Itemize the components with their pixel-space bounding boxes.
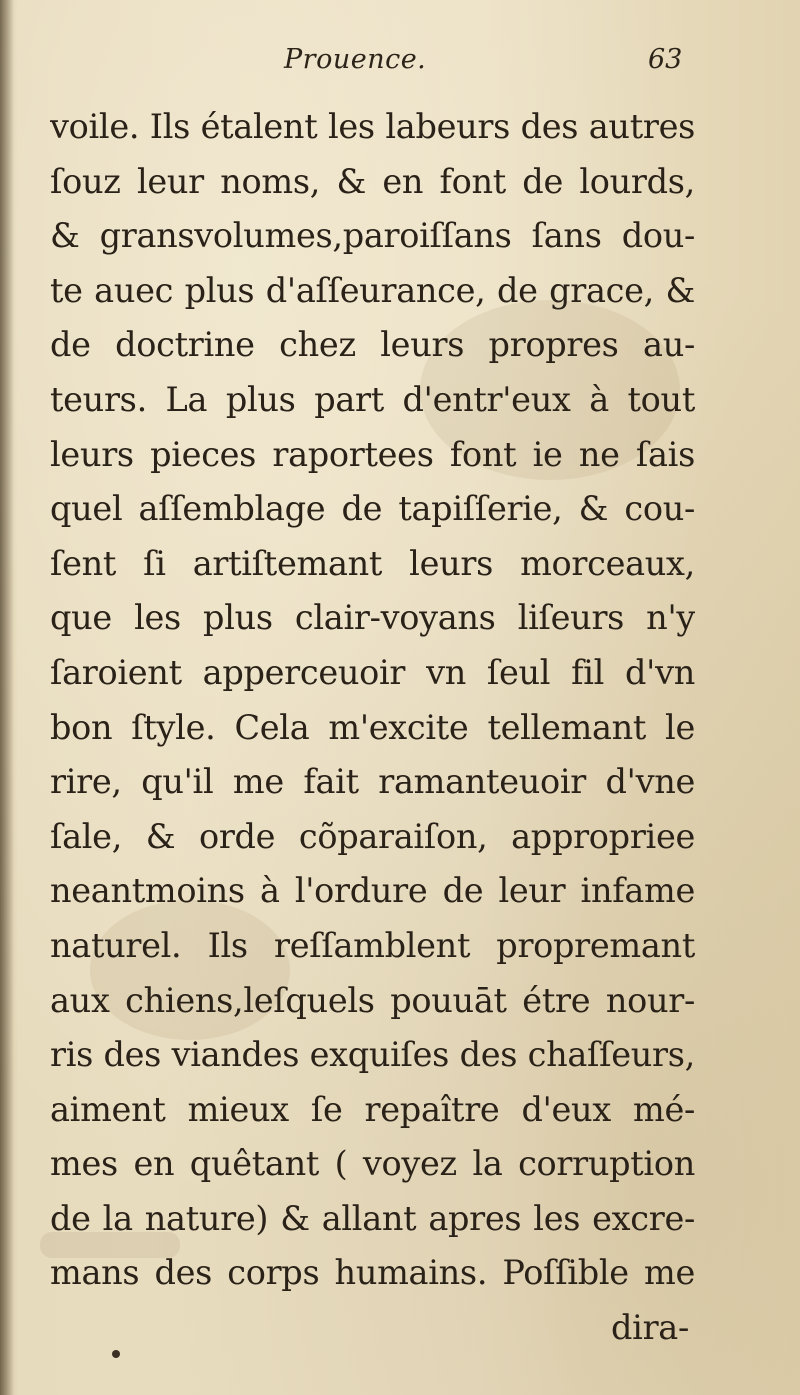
text-line: te auec plus d'aſſeurance, de grace, & — [50, 270, 695, 310]
text-line: de la nature) & allant apres les excre- — [50, 1198, 695, 1238]
ink-dot — [112, 1350, 120, 1358]
binding-shadow — [0, 0, 14, 1395]
text-line: rire, qu'il me fait ramanteuoir d'vne — [50, 762, 695, 802]
text-block — [50, 100, 695, 1356]
text-line: voile. Ils étalent les labeurs des autres — [50, 107, 695, 146]
text-line: naturel. Ils reſſamblent propremant — [50, 925, 695, 965]
page-number: 63 — [648, 44, 683, 75]
text-line: & gransvolumes,paroiſſans ſans dou- — [50, 216, 695, 256]
text-line: ſouz leur noms, & en font de lourds, — [50, 161, 695, 201]
running-head-title: Prouence. — [284, 44, 427, 75]
text-line: ſale, & orde cõparaiſon, appropriee — [50, 816, 695, 856]
text-line: dira- — [611, 1308, 689, 1348]
text-line: mans des corps humains. Poſſible me — [50, 1253, 695, 1293]
text-line: de doctrine chez leurs propres au- — [50, 325, 695, 365]
text-line: que les plus clair-voyans liſeurs n'y — [50, 598, 695, 638]
text-line: neantmoins à l'ordure de leur infame — [50, 871, 695, 911]
text-line: quel aſſemblage de tapiſſerie, & cou- — [50, 489, 695, 529]
text-line: ſent ſi artiſtemant leurs morceaux, — [50, 543, 695, 583]
text-line: bon ſtyle. Cela m'excite tellemant le — [50, 707, 695, 747]
text-line: aux chiens,leſquels pouuāt étre nour- — [50, 980, 695, 1020]
text-line: ris des viandes exquiſes des chaſſeurs, — [50, 1035, 695, 1075]
text-line: leurs pieces raportees font ie ne ſais — [50, 434, 695, 474]
running-head — [0, 42, 800, 98]
text-line: ſaroient apperceuoir vn ſeul fil d'vn — [50, 652, 695, 692]
text-line: aiment mieux ſe repaître d'eux mé- — [50, 1089, 695, 1129]
text-line: teurs. La plus part d'entr'eux à tout — [50, 379, 695, 419]
text-line: mes en quêtant ( voyez la corruption — [50, 1144, 695, 1184]
